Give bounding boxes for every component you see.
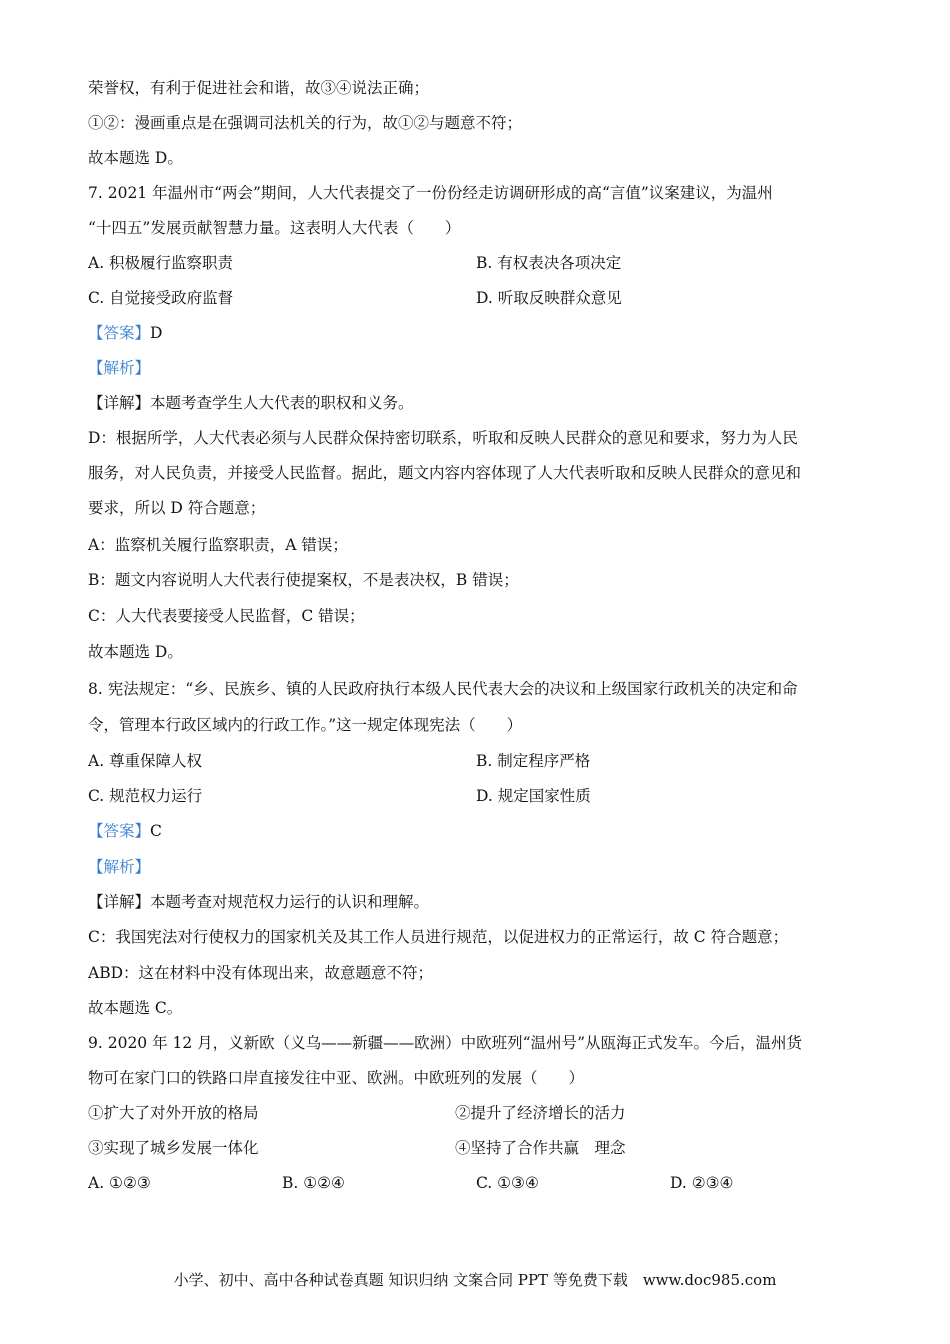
q7-option-c: C. 自觉接受政府监督: [88, 289, 234, 307]
q9-option-d: D. ②③④: [670, 1174, 734, 1192]
q9-item-4: ④坚持了合作共赢 理念: [455, 1139, 626, 1157]
q8-answer: [88, 821, 162, 841]
q9-option-c: C. ①③④: [476, 1174, 539, 1192]
q9-item-2: ②提升了经济增长的活力: [455, 1104, 626, 1122]
q8-explanation-line: ABD：这在材料中没有体现出来，故意题意不符；: [88, 964, 434, 982]
q7-stem-line-2: “十四五”发展贡献智慧力量。这表明人大代表（ ）: [88, 219, 461, 237]
q9-option-a: A. ①②③: [88, 1174, 151, 1192]
q7-answer: [88, 323, 162, 343]
q8-explanation-line: C：我国宪法对行使权力的国家机关及其工作人员进行规范，以促进权力的正常运行，故 C 符合题意；: [88, 928, 789, 946]
q7-explanation-line: D：根据所学，人大代表必须与人民群众保持密切联系，听取和反映人民群众的意见和要求，努力为人民: [88, 429, 798, 447]
q7-option-d: D. 听取反映群众意见: [476, 289, 622, 307]
answer-tag: 【答案】: [88, 822, 151, 840]
q8-stem-line-1: 8. 宪法规定：“乡、民族乡、镇的人民政府执行本级人民代表大会的决议和上级国家行政机关的决定和命: [88, 680, 798, 698]
q7-stem-line-1: 7. 2021 年温州市“两会”期间，人大代表提交了一份份经走访调研形成的高“言值”议案建议，为温州: [88, 184, 773, 202]
text-line: 荣誉权，有利于促进社会和谐，故③④说法正确；: [88, 79, 430, 97]
q8-option-d: D. 规定国家性质: [476, 787, 591, 805]
q9-item-1: ①扩大了对外开放的格局: [88, 1104, 259, 1122]
q7-explanation-a: A：监察机关履行监察职责，A 错误；: [88, 536, 348, 554]
q7-conclusion: 故本题选 D。: [88, 643, 183, 661]
q8-option-a: A. 尊重保障人权: [88, 752, 203, 770]
q9-stem-line-2: 物可在家门口的铁路口岸直接发往中亚、欧洲。中欧班列的发展（ ）: [88, 1069, 585, 1087]
q8-option-b: B. 制定程序严格: [476, 752, 591, 770]
answer-tag: 【答案】: [88, 324, 151, 342]
q9-stem-line-1: 9. 2020 年 12 月，义新欧（义乌——新疆——欧洲）中欧班列“温州号”从瓯海正式发车。今后，温州货: [88, 1034, 803, 1052]
q8-conclusion: 故本题选 C。: [88, 999, 183, 1017]
q8-option-c: C. 规范权力运行: [88, 787, 203, 805]
q9-option-b: B. ①②④: [282, 1174, 345, 1192]
q8-analysis-tag: 【解析】: [88, 858, 151, 876]
q7-explanation-line: 服务，对人民负责，并接受人民监督。据此，题文内容内容体现了人大代表听取和反映人民群众的意见和: [88, 464, 802, 482]
q8-detail: 【详解】本题考查对规范权力运行的认识和理解。: [88, 893, 430, 911]
q7-explanation-b: B：题文内容说明人大代表行使提案权，不是表决权，B 错误；: [88, 571, 519, 589]
q7-option-b: B. 有权表决各项决定: [476, 254, 622, 272]
q7-explanation-c: C：人大代表要接受人民监督，C 错误；: [88, 607, 365, 625]
q7-analysis-tag: 【解析】: [88, 359, 151, 377]
q9-item-3: ③实现了城乡发展一体化: [88, 1139, 259, 1157]
q7-option-a: A. 积极履行监察职责: [88, 254, 234, 272]
q7-explanation-line: 要求，所以 D 符合题意；: [88, 499, 266, 517]
text-line: ①②：漫画重点是在强调司法机关的行为，故①②与题意不符；: [88, 114, 523, 132]
q8-stem-line-2: 令，管理本行政区域内的行政工作。”这一规定体现宪法（ ）: [88, 716, 523, 734]
answer-value: C: [150, 822, 162, 840]
answer-value: D: [150, 324, 163, 342]
text-line: 故本题选 D。: [88, 149, 183, 167]
q7-detail: 【详解】本题考查学生人大代表的职权和义务。: [88, 394, 414, 412]
page-footer: 小学、初中、高中各种试卷真题 知识归纳 文案合同 PPT 等免费下载 www.doc985.com: [173, 1271, 777, 1289]
